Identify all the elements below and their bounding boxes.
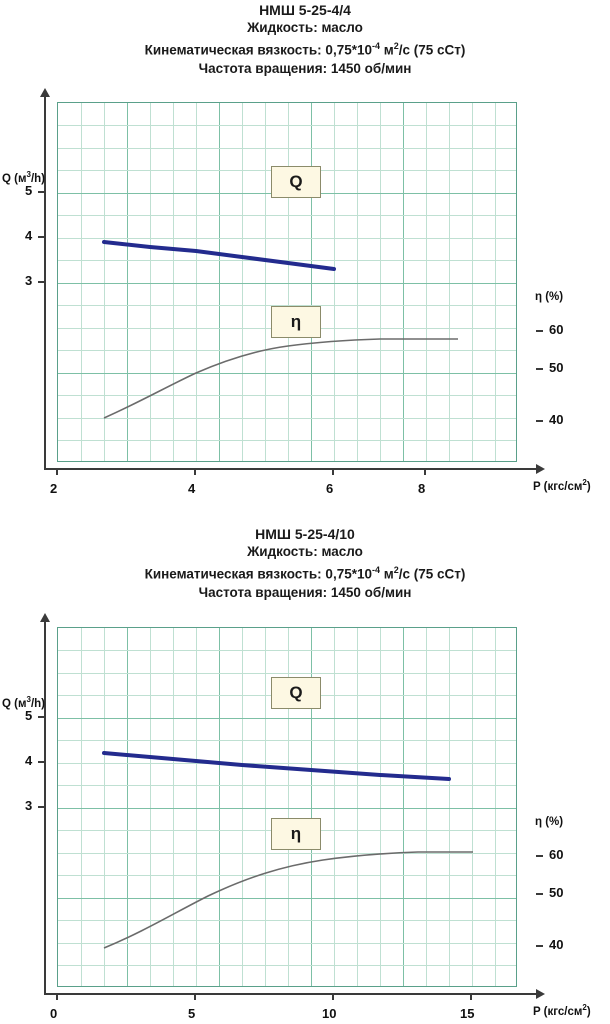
chart-1-x-arrow-icon xyxy=(536,464,545,474)
chart-1-viscosity-exp: -4 xyxy=(371,41,380,51)
chart-2-x-axis xyxy=(44,993,536,995)
chart-2-y-caption-pre: Q (м xyxy=(2,697,27,710)
chart-block-2 xyxy=(0,512,610,1024)
chart-2-x-caption-post: ) xyxy=(586,1005,591,1018)
chart-2-ytick-3 xyxy=(38,806,45,808)
chart-2-badge-eta: η xyxy=(271,818,321,850)
chart-1-curves xyxy=(58,103,518,463)
chart-2-xtick-10 xyxy=(332,993,334,1000)
chart-1-y2-caption: η (%) xyxy=(535,291,564,303)
chart-2-y2label-50: 50 xyxy=(549,885,564,900)
chart-1-viscosity-end: /с (75 сСт) xyxy=(398,42,466,58)
chart-2-ytick-4 xyxy=(38,761,45,763)
chart-2-y2-caption: η (%) xyxy=(535,816,564,828)
chart-2-ylabel-4: 4 xyxy=(25,753,33,768)
chart-2-ytick-5 xyxy=(38,716,45,718)
chart-1-badge-eta: η xyxy=(271,306,321,338)
chart-1-xlabel-4: 4 xyxy=(188,481,196,496)
chart-2-xtick-15 xyxy=(470,993,472,1000)
chart-1-viscosity-unit-exp: 2 xyxy=(393,41,399,51)
chart-2-x-caption-pre: P (кгс/см xyxy=(533,1005,583,1018)
chart-2-x-caption xyxy=(533,1003,591,1018)
chart-2-title: НМШ 5-25-4/10 xyxy=(255,526,355,542)
chart-1-x-axis xyxy=(44,468,536,470)
chart-2-y-caption xyxy=(2,695,45,710)
chart-1-ytick-3 xyxy=(38,281,45,283)
chart-1-plot-area xyxy=(57,102,517,462)
chart-2-viscosity-mid: м xyxy=(380,566,394,582)
chart-2-xtick-5 xyxy=(194,993,196,1000)
chart-1-y-arrow-icon xyxy=(40,88,50,97)
chart-1-xtick-8 xyxy=(424,468,426,475)
chart-1-y-caption xyxy=(2,170,45,185)
chart-2-xtick-0 xyxy=(56,993,58,1000)
chart-1-xlabel-8: 8 xyxy=(418,481,426,496)
chart-2-ylabel-5: 5 xyxy=(25,708,33,723)
chart-1-xlabel-2: 2 xyxy=(50,481,58,496)
chart-2-speed: Частота вращения: 1450 об/мин xyxy=(198,584,412,600)
chart-1-badge-q: Q xyxy=(271,166,321,198)
chart-1-ylabel-3: 3 xyxy=(25,273,33,288)
chart-2-y2tick-60 xyxy=(536,855,543,857)
chart-2-viscosity-exp: -4 xyxy=(371,565,380,575)
chart-2-viscosity xyxy=(0,561,610,584)
chart-2-y2tick-50 xyxy=(536,893,543,895)
chart-1-viscosity-pre: Кинематическая вязкость: 0,75*10 xyxy=(144,42,372,58)
chart-2-viscosity-pre: Кинематическая вязкость: 0,75*10 xyxy=(144,566,372,582)
chart-1-viscosity-mid: м xyxy=(380,42,394,58)
chart-1-y-axis xyxy=(44,96,46,470)
chart-1-y-caption-exp: 3 xyxy=(26,170,31,179)
chart-1-ylabel-5: 5 xyxy=(25,183,33,198)
chart-2-xlabel-5: 5 xyxy=(188,1006,196,1021)
chart-2-eta-curve xyxy=(104,852,473,948)
chart-1-y2label-40: 40 xyxy=(549,412,564,427)
chart-1-liquid: Жидкость: масло xyxy=(247,20,363,35)
chart-1-x-caption-post: ) xyxy=(586,480,591,493)
chart-2-xlabel-10: 10 xyxy=(322,1006,337,1021)
chart-1-ytick-5 xyxy=(38,191,45,193)
chart-2-plot-area xyxy=(57,627,517,987)
chart-2-y2label-40: 40 xyxy=(549,937,564,952)
chart-1-xlabel-6: 6 xyxy=(326,481,334,496)
chart-1-y-caption-pre: Q (м xyxy=(2,172,27,185)
chart-1-x-caption xyxy=(533,478,591,493)
chart-1-y2tick-40 xyxy=(536,420,543,422)
chart-1-q-curve xyxy=(104,242,334,269)
chart-1-viscosity xyxy=(0,37,610,60)
chart-2-badge-q: Q xyxy=(271,677,321,709)
chart-1-xtick-4 xyxy=(194,468,196,475)
chart-2-xlabel-0: 0 xyxy=(50,1006,58,1021)
chart-2-titles xyxy=(0,512,610,602)
chart-2-y-axis xyxy=(44,621,46,995)
chart-2-viscosity-end: /с (75 сСт) xyxy=(398,566,466,582)
chart-1-titles xyxy=(0,0,610,78)
chart-2-q-curve xyxy=(104,753,449,779)
chart-1-eta-curve xyxy=(104,339,458,418)
chart-2-x-caption-exp: 2 xyxy=(582,1003,587,1012)
chart-1-y2tick-60 xyxy=(536,330,543,332)
chart-2-y-caption-post: /h) xyxy=(30,697,45,710)
chart-1-x-caption-pre: P (кгс/см xyxy=(533,480,583,493)
chart-2-xlabel-15: 15 xyxy=(460,1006,475,1021)
chart-2-y2label-60: 60 xyxy=(549,847,564,862)
chart-1-speed: Частота вращения: 1450 об/мин xyxy=(198,60,412,76)
chart-2-y-arrow-icon xyxy=(40,613,50,622)
chart-2-viscosity-unit-exp: 2 xyxy=(393,565,399,575)
chart-1-x-caption-exp: 2 xyxy=(582,478,587,487)
chart-1-title: НМШ 5-25-4/4 xyxy=(259,2,351,18)
chart-1-y2label-50: 50 xyxy=(549,360,564,375)
chart-1-xtick-6 xyxy=(332,468,334,475)
chart-1-y2tick-50 xyxy=(536,368,543,370)
chart-2-ylabel-3: 3 xyxy=(25,798,33,813)
chart-1-xtick-2 xyxy=(56,468,58,475)
chart-1-y-caption-post: /h) xyxy=(30,172,45,185)
chart-2-x-arrow-icon xyxy=(536,989,545,999)
chart-1-y2label-60: 60 xyxy=(549,322,564,337)
chart-2-y2tick-40 xyxy=(536,945,543,947)
chart-1-ytick-4 xyxy=(38,236,45,238)
chart-2-liquid: Жидкость: масло xyxy=(247,544,363,559)
chart-1-ylabel-4: 4 xyxy=(25,228,33,243)
chart-2-y-caption-exp: 3 xyxy=(26,695,31,704)
